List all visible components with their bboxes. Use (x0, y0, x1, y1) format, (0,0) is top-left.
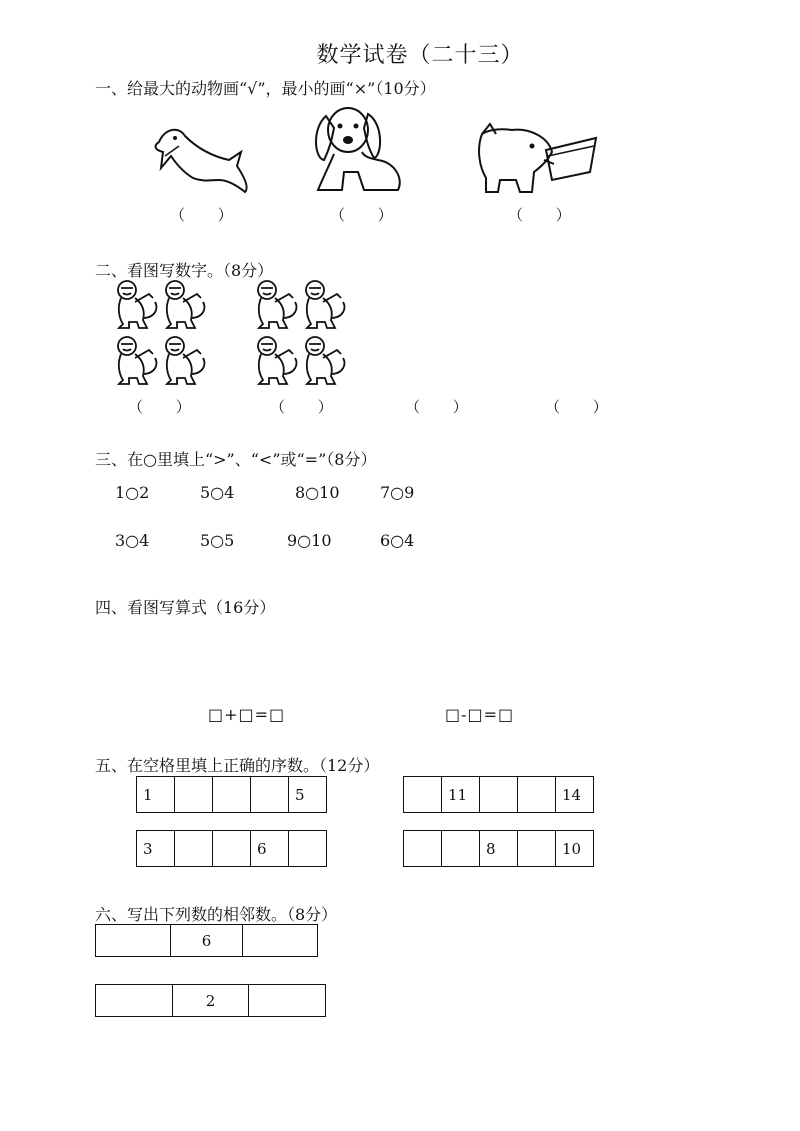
neighbor-cell[interactable] (249, 985, 326, 1017)
addition-equation[interactable]: □+□=□ (208, 705, 286, 724)
count-paren-4[interactable]: （ ） (545, 398, 622, 416)
section-3-heading: 三、在○里填上“>”、“<”或“=”（8分） (95, 450, 377, 469)
grid-cell[interactable] (518, 831, 556, 867)
monkey-icon (255, 278, 301, 332)
compare-item[interactable]: 6○4 (380, 531, 415, 550)
grid-cell[interactable]: 3 (137, 831, 175, 867)
section-4-heading: 四、看图写算式（16分） (95, 598, 276, 617)
grid-cell[interactable] (251, 777, 289, 813)
sequence-grid-2 (403, 776, 594, 813)
monkey-icon (303, 334, 349, 388)
monkey-icon (303, 278, 349, 332)
neighbor-cell[interactable] (96, 985, 173, 1017)
grid-cell[interactable]: 8 (480, 831, 518, 867)
neighbor-cell: 6 (171, 925, 243, 957)
grid-cell[interactable]: 1 (137, 777, 175, 813)
section-6-heading: 六、写出下列数的相邻数。（8分） (95, 905, 338, 924)
count-paren-2[interactable]: （ ） (270, 398, 347, 416)
grid-cell[interactable]: 11 (442, 777, 480, 813)
count-paren-1[interactable]: （ ） (128, 398, 205, 416)
grid-cell[interactable] (404, 831, 442, 867)
neighbor-grid-2 (95, 984, 326, 1017)
answer-paren-2[interactable]: （ ） (330, 206, 407, 224)
compare-item[interactable]: 9○10 (287, 531, 332, 550)
sequence-grid-1 (136, 776, 327, 813)
answer-paren-3[interactable]: （ ） (508, 206, 585, 224)
grid-cell[interactable] (404, 777, 442, 813)
neighbor-cell[interactable] (243, 925, 318, 957)
grid-cell[interactable] (289, 831, 327, 867)
page-title: 数学试卷（二十三） (316, 43, 524, 68)
grid-cell[interactable] (213, 831, 251, 867)
triangles-picture (115, 632, 335, 677)
compare-item[interactable]: 7○9 (380, 483, 415, 502)
grid-cell[interactable]: 10 (556, 831, 594, 867)
section-1-heading: 一、给最大的动物画“√”，最小的画“×”（10分） (95, 79, 436, 98)
count-paren-3[interactable]: （ ） (405, 398, 482, 416)
grid-cell[interactable] (480, 777, 518, 813)
section-5-heading: 五、在空格里填上正确的序数。（12分） (95, 756, 380, 775)
sequence-grid-4 (403, 830, 594, 867)
grid-cell[interactable] (213, 777, 251, 813)
grid-cell[interactable]: 6 (251, 831, 289, 867)
dog-with-bowl-icon (472, 120, 602, 200)
circles-picture (420, 650, 530, 695)
grid-cell[interactable]: 5 (289, 777, 327, 813)
grid-cell[interactable]: 14 (556, 777, 594, 813)
compare-item[interactable]: 1○2 (115, 483, 150, 502)
grid-cell[interactable] (175, 831, 213, 867)
neighbor-cell: 2 (173, 985, 249, 1017)
compare-item[interactable]: 3○4 (115, 531, 150, 550)
grid-cell[interactable] (175, 777, 213, 813)
neighbor-cell[interactable] (96, 925, 171, 957)
sequence-grid-3 (136, 830, 327, 867)
monkey-icon (255, 334, 301, 388)
grid-cell[interactable] (518, 777, 556, 813)
compare-item[interactable]: 5○4 (200, 483, 235, 502)
puppy-icon (308, 98, 408, 198)
section-2-heading: 二、看图写数字。（8分） (95, 261, 274, 280)
monkey-icon (115, 334, 161, 388)
dolphin-icon (145, 122, 255, 202)
monkey-icon (163, 334, 209, 388)
compare-item[interactable]: 8○10 (295, 483, 340, 502)
monkey-icon (163, 278, 209, 332)
grid-cell[interactable] (442, 831, 480, 867)
monkey-icon (115, 278, 161, 332)
neighbor-grid-1 (95, 924, 318, 957)
compare-item[interactable]: 5○5 (200, 531, 235, 550)
answer-paren-1[interactable]: （ ） (170, 206, 247, 224)
subtraction-equation[interactable]: □-□=□ (445, 705, 515, 724)
